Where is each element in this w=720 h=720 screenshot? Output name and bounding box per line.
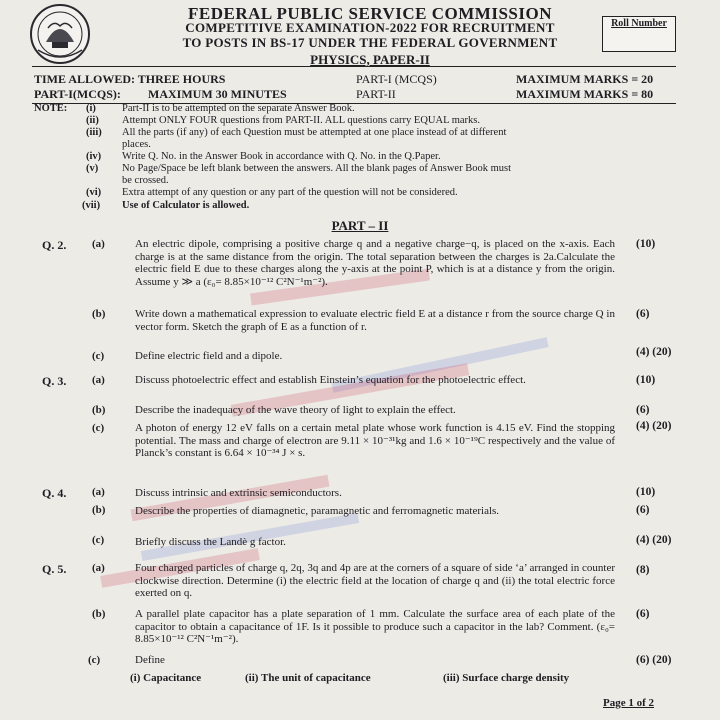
marks: (4) (20) xyxy=(636,534,672,546)
define-option: (i) Capacitance xyxy=(130,672,202,684)
question-number: Q. 5. xyxy=(42,562,67,576)
marks: (4) (20) xyxy=(636,346,672,358)
question-text: Four charged particles of charge q, 2q, 3q and 4p are at the corners of a square of side ‘a’ arranged in counter clockwise direction. Determine (i) the electric field at the location of charge q and (ii) the total electric force exerted on q. xyxy=(135,562,615,599)
note-num: (iii) xyxy=(86,127,102,138)
max-marks-part1: MAXIMUM MARKS = 20 xyxy=(516,72,654,86)
note-text: Attempt ONLY FOUR questions from PART-II. ALL questions carry EQUAL marks. xyxy=(122,115,481,126)
question-text: Describe the properties of diamagnetic, paramagnetic and ferromagnetic materials. xyxy=(135,505,500,517)
commission-title: FEDERAL PUBLIC SERVICE COMMISSION xyxy=(188,4,552,23)
subpart-label: (c) xyxy=(92,350,105,362)
subpart-label: (b) xyxy=(92,308,106,320)
note-num: (i) xyxy=(86,103,96,114)
roll-number-label: Roll Number xyxy=(611,18,667,29)
note-num: (ii) xyxy=(86,115,99,126)
marks: (10) xyxy=(636,238,656,250)
marks: (6) xyxy=(636,608,650,620)
question-text: Discuss photoelectric effect and establish Einstein’s equation for the photoelectric effect. xyxy=(135,374,526,386)
subpart-label: (a) xyxy=(92,486,105,498)
marks: (6) xyxy=(636,504,650,516)
part-title-text: PART – II xyxy=(331,218,389,233)
question-text: A parallel plate capacitor has a plate separation of 1 mm. Calculate the surface area of each plate of the capacitor to obtain a capacitance of 1F. Is it possible to produce such a capacitor in the lab? Comment. (ε₀= 8.85×10⁻¹² C²N⁻¹m⁻²). xyxy=(135,608,615,645)
note-text: Use of Calculator is allowed. xyxy=(122,200,250,211)
note-text: be crossed. xyxy=(122,175,169,186)
note-text: Extra attempt of any question or any part of the question will not be considered. xyxy=(122,187,458,198)
note-num: (iv) xyxy=(86,151,102,162)
marks: (6) xyxy=(636,404,650,416)
question-text: Discuss intrinsic and extrinsic semiconductors. xyxy=(135,487,342,499)
note-num: (vii) xyxy=(82,200,101,211)
question-text: A photon of energy 12 eV falls on a certain metal plate whose work function is 4.15 eV. Find the stopping potential. The mass and charge of electron are 9.11 × 10⁻³¹kg and 1.6 × 10⁻¹⁹C respectively and the value of Planck’s constant is 6.64 × 10⁻³⁴ J × s. xyxy=(135,422,615,459)
question-text: Write down a mathematical expression to evaluate electric field E at a distance r from the source charge Q in vector form. Sketch the graph of E as a function of r. xyxy=(135,308,615,333)
subpart-label: (a) xyxy=(92,374,105,386)
note-text: No Page/Space be left blank between the answers. All the blank pages of Answer Book must xyxy=(122,163,511,174)
question-text: Describe the inadequacy of the wave theory of light to explain the effect. xyxy=(135,404,456,416)
roll-number-box xyxy=(602,16,676,52)
time-allowed: TIME ALLOWED: THREE HOURS xyxy=(34,72,226,86)
part-i-label: PART-I (MCQS) xyxy=(356,72,437,86)
marks: (10) xyxy=(636,486,656,498)
marks: (6) xyxy=(636,308,650,320)
page-number: Page 1 of 2 xyxy=(603,697,655,709)
marks: (8) xyxy=(636,564,650,576)
part1-label: PART-I(MCQS): xyxy=(34,87,121,101)
subpart-label: (b) xyxy=(92,504,106,516)
subpart-label: (b) xyxy=(92,608,106,620)
question-text: Define xyxy=(135,654,165,666)
question-number: Q. 3. xyxy=(42,374,67,388)
define-option: (iii) Surface charge density xyxy=(443,672,570,684)
subpart-label: (c) xyxy=(92,534,105,546)
note-text: places. xyxy=(122,139,151,150)
part-title xyxy=(0,218,720,234)
note-num: (v) xyxy=(86,163,99,174)
subpart-label: (c) xyxy=(92,422,105,434)
part1-time: MAXIMUM 30 MINUTES xyxy=(148,87,287,101)
note-label: NOTE: xyxy=(34,103,68,114)
exam-title: COMPETITIVE EXAMINATION-2022 FOR RECRUITMENT xyxy=(185,20,555,35)
note-text: All the parts (if any) of each Question must be attempted at one place instead of at different xyxy=(122,127,507,138)
subpart-label: (a) xyxy=(92,238,105,250)
question-text: Define electric field and a dipole. xyxy=(135,350,283,362)
note-num: (vi) xyxy=(86,187,102,198)
subpart-label: (c) xyxy=(88,654,101,666)
note-text: Part-II is to be attempted on the separate Answer Book. xyxy=(122,103,355,114)
paper-title: PHYSICS, PAPER-II xyxy=(310,52,430,67)
subpart-label: (b) xyxy=(92,404,106,416)
question-number: Q. 2. xyxy=(42,238,67,252)
marks: (10) xyxy=(636,374,656,386)
question-text: Briefly discuss the Landè g factor. xyxy=(135,536,286,548)
define-option: (ii) The unit of capacitance xyxy=(245,672,371,684)
subpart-label: (a) xyxy=(92,562,105,574)
fpsc-emblem-icon xyxy=(28,2,92,66)
marks: (6) (20) xyxy=(636,654,672,666)
part-ii-label: PART-II xyxy=(356,87,396,101)
posts-title: TO POSTS IN BS-17 UNDER THE FEDERAL GOVERNMENT xyxy=(182,35,558,50)
question-text: An electric dipole, comprising a positive charge q and a negative charge−q, is placed on the x-axis. Each charge is at the same distance from the origin. The total separation between the charges is 2a.Calculate the electric field E due to these charges along the y-axis at the point P, which is at a distance y from the origin. Assume y ≫ a (ε₀= 8.85×10⁻¹² C²N⁻¹m⁻²). xyxy=(135,238,615,288)
max-marks-part2: MAXIMUM MARKS = 80 xyxy=(516,87,654,101)
question-number: Q. 4. xyxy=(42,486,67,500)
marks: (4) (20) xyxy=(636,420,672,432)
note-text: Write Q. No. in the Answer Book in accordance with Q. No. in the Q.Paper. xyxy=(122,151,441,162)
